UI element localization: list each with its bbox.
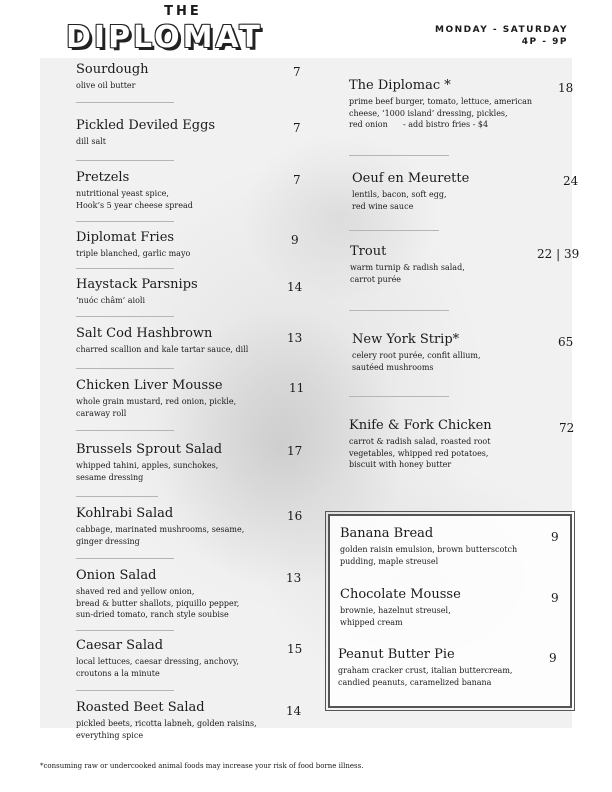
item-price: 15 (287, 642, 303, 656)
footnote: *consuming raw or undercooked animal foods may increase your risk of food borne illness. (40, 762, 364, 770)
menu-item-brussels-sprout-salad (76, 442, 296, 483)
hours-time: 4P - 9P (521, 37, 568, 47)
logo-wordmark: DIPLOMAT (66, 20, 263, 55)
menu-item-haystack-parsnips (76, 277, 296, 307)
item-price: 22 | 39 (537, 247, 580, 261)
item-name: Chicken Liver Mousse (76, 378, 223, 393)
divider (349, 396, 449, 397)
item-price: 7 (293, 173, 301, 187)
item-name: Banana Bread (340, 526, 434, 541)
item-description: lentils, bacon, soft egg, red wine sauce (352, 190, 447, 211)
menu-item-pickled-deviled-eggs (76, 118, 296, 148)
menu-item-the-diplomac (349, 78, 549, 131)
logo-the: THE (164, 4, 202, 19)
item-price: 9 (551, 530, 559, 544)
item-name: Salt Cod Hashbrown (76, 326, 213, 341)
item-name: Trout (350, 244, 387, 259)
item-price: 13 (287, 331, 303, 345)
menu-item-pretzels (76, 170, 296, 211)
divider (349, 155, 449, 156)
hours-days: MONDAY - SATURDAY (435, 25, 568, 35)
item-description: olive oil butter (76, 81, 136, 90)
item-price: 9 (549, 651, 557, 665)
item-name: Onion Salad (76, 568, 157, 583)
item-name: Caesar Salad (76, 638, 164, 653)
item-price: 18 (558, 81, 574, 95)
item-description: triple blanched, garlic mayo (76, 249, 191, 258)
divider (76, 268, 174, 269)
hours (435, 24, 568, 48)
item-description: whole grain mustard, red onion, pickle, caraway roll (76, 397, 237, 418)
item-price: 17 (287, 444, 303, 458)
item-description: whipped tahini, apples, sunchokes, sesame dressing (76, 461, 219, 482)
item-description: prime beef burger, tomato, lettuce, american cheese, ‘1000 island’ dressing, pickles, red onion - add bistro fries - $4 (349, 97, 532, 129)
item-description: golden raisin emulsion, brown butterscotch pudding, maple streusel (340, 545, 518, 566)
item-description: carrot & radish salad, roasted root vegetables, whipped red potatoes, biscuit with honey butter (349, 437, 491, 469)
item-description: celery root purée, confit allium, sautéed mushrooms (352, 351, 481, 372)
item-price: 16 (287, 509, 303, 523)
menu-item-oeuf-en-meurette (352, 171, 552, 212)
item-price: 13 (286, 571, 302, 585)
menu-item-peanut-butter-pie (338, 647, 548, 688)
item-name: Pretzels (76, 170, 130, 185)
item-price: 65 (558, 335, 574, 349)
item-name: The Diplomac * (349, 78, 451, 93)
menu-item-diplomat-fries (76, 230, 296, 260)
item-description: pickled beets, ricotta labneh, golden raisins, everything spice (76, 719, 257, 740)
item-price: 9 (291, 233, 299, 247)
item-price: 14 (286, 704, 302, 718)
divider (349, 310, 449, 311)
item-name: Sourdough (76, 62, 149, 77)
item-name: Roasted Beet Salad (76, 700, 205, 715)
menu-item-banana-bread (340, 526, 545, 567)
menu-item-chocolate-mousse (340, 587, 545, 628)
divider (76, 160, 174, 161)
divider (76, 221, 174, 222)
item-name: New York Strip* (352, 332, 460, 347)
menu-item-onion-salad (76, 568, 296, 621)
menu-item-new-york-strip (352, 332, 552, 373)
menu-item-trout (350, 244, 550, 285)
item-name: Brussels Sprout Salad (76, 442, 223, 457)
divider (76, 368, 174, 369)
item-name: Pickled Deviled Eggs (76, 118, 216, 133)
menu-item-sourdough (76, 62, 296, 92)
menu-item-roasted-beet-salad (76, 700, 296, 741)
divider (76, 316, 174, 317)
item-description: nutritional yeast spice, Hook’s 5 year cheese spread (76, 189, 193, 210)
item-description: ‘nuóc châm’ aioli (76, 296, 146, 305)
menu-item-caesar-salad (76, 638, 296, 679)
item-name: Chocolate Mousse (340, 587, 461, 602)
menu-item-knife-and-fork-chicken (349, 418, 549, 471)
item-description: shaved red and yellow onion, bread & butter shallots, piquillo pepper, sun-dried tomato, ranch style soubise (76, 587, 240, 619)
item-price: 7 (293, 121, 301, 135)
item-description: graham cracker crust, italian buttercream, candied peanuts, caramelized banana (338, 666, 513, 687)
item-name: Kohlrabi Salad (76, 506, 174, 521)
divider (76, 496, 158, 497)
item-name: Diplomat Fries (76, 230, 175, 245)
item-price: 9 (551, 591, 559, 605)
divider (76, 430, 174, 431)
item-name: Oeuf en Meurette (352, 171, 470, 186)
item-price: 7 (293, 65, 301, 79)
item-price: 72 (559, 421, 575, 435)
item-description: charred scallion and kale tartar sauce, dill (76, 345, 249, 354)
item-description: dill salt (76, 137, 106, 146)
divider (76, 558, 174, 559)
item-description: brownie, hazelnut streusel, whipped cream (340, 606, 451, 627)
menu-item-chicken-liver-mousse (76, 378, 296, 419)
divider (76, 102, 174, 103)
item-price: 24 (563, 174, 579, 188)
item-name: Peanut Butter Pie (338, 647, 455, 662)
item-description: local lettuces, caesar dressing, anchovy, croutons a la minute (76, 657, 239, 678)
menu-item-salt-cod-hashbrown (76, 326, 296, 356)
item-price: 11 (289, 381, 305, 395)
item-price: 14 (287, 280, 303, 294)
divider (76, 630, 174, 631)
item-description: cabbage, marinated mushrooms, sesame, ginger dressing (76, 525, 245, 546)
item-description: warm turnip & radish salad, carrot purée (350, 263, 465, 284)
item-name: Haystack Parsnips (76, 277, 198, 292)
item-name: Knife & Fork Chicken (349, 418, 492, 433)
divider (76, 690, 174, 691)
menu-item-kohlrabi-salad (76, 506, 296, 547)
divider (349, 230, 439, 231)
